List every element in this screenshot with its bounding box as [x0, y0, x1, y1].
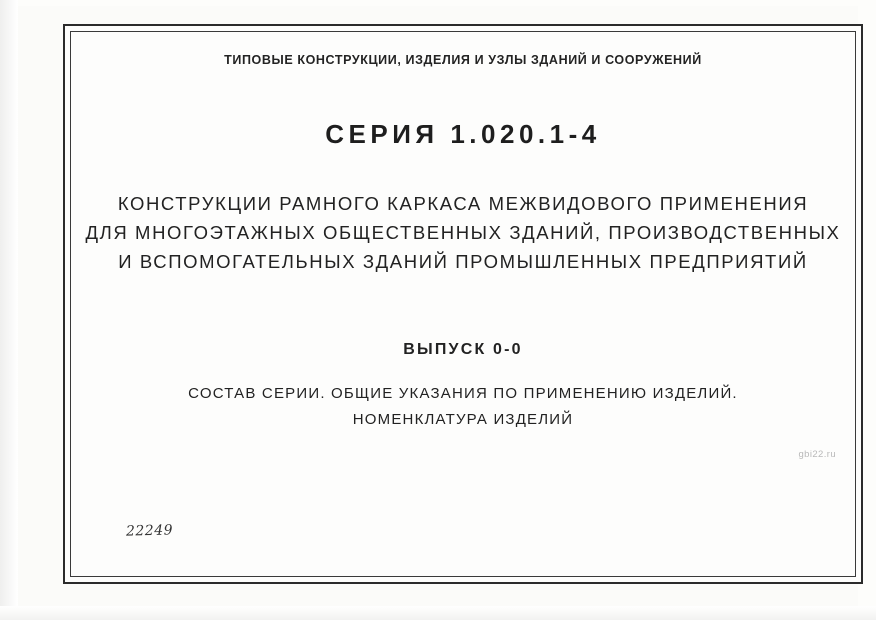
document-kicker: ТИПОВЫЕ КОНСТРУКЦИИ, ИЗДЕЛИЯ И УЗЛЫ ЗДАНИЙ И СООРУЖЕНИЙ	[224, 53, 702, 67]
description-line: И ВСПОМОГАТЕЛЬНЫХ ЗДАНИЙ ПРОМЫШЛЕННЫХ ПРЕДПРИЯТИЙ	[118, 251, 808, 272]
subtitle-line: СОСТАВ СЕРИИ. ОБЩИЕ УКАЗАНИЯ ПО ПРИМЕНЕНИЮ ИЗДЕЛИЙ.	[188, 385, 738, 402]
scan-edge-shade-bottom	[0, 606, 876, 620]
scan-edge-shade-left	[0, 0, 18, 620]
title-page-content	[78, 31, 848, 577]
subtitle-block	[78, 381, 848, 433]
inventory-number: 22249	[125, 522, 174, 540]
watermark-text: gbi22.ru	[798, 449, 836, 460]
description-block	[78, 189, 848, 276]
description-line: КОНСТРУКЦИИ РАМНОГО КАРКАСА МЕЖВИДОВОГО ПРИМЕНЕНИЯ	[117, 193, 809, 214]
scanned-sheet	[18, 6, 858, 606]
series-title: СЕРИЯ 1.020.1-4	[325, 119, 601, 149]
description-line: ДЛЯ МНОГОЭТАЖНЫХ ОБЩЕСТВЕННЫХ ЗДАНИЙ, ПРОИЗВОДСТВЕННЫХ	[85, 222, 841, 243]
issue-label: ВЫПУСК 0-0	[403, 341, 523, 358]
subtitle-line: НОМЕНКЛАТУРА ИЗДЕЛИЙ	[352, 411, 574, 428]
